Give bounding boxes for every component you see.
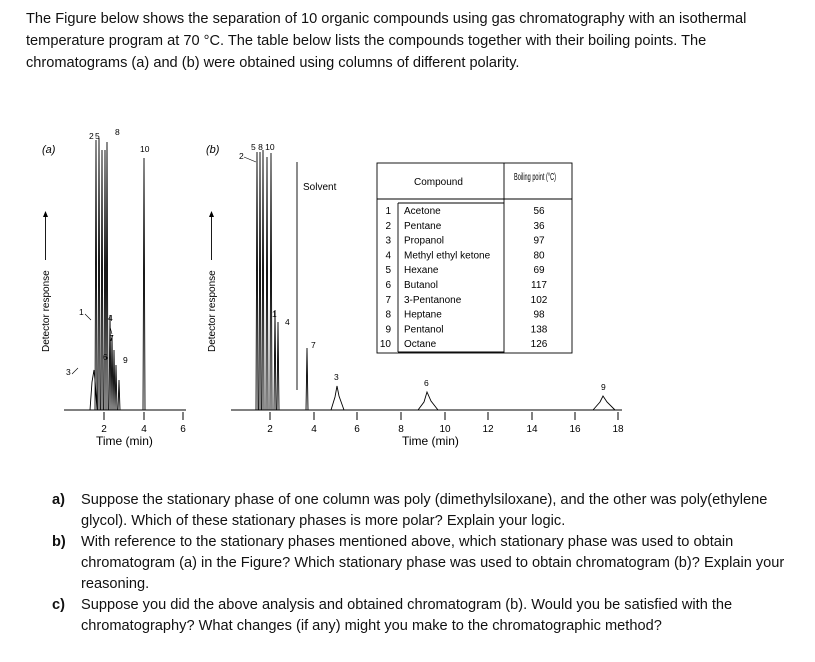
svg-text:Detector response: Detector response (207, 270, 218, 352)
question-list (52, 490, 792, 637)
svg-text:8: 8 (398, 424, 404, 435)
table-rows (380, 206, 548, 350)
svg-text:9: 9 (601, 382, 606, 392)
table-row-boiling-point: 98 (533, 309, 545, 321)
svg-text:7: 7 (109, 333, 114, 343)
table-row-compound: Pentanol (404, 324, 444, 336)
svg-text:Detector response: Detector response (41, 270, 52, 352)
question-b (52, 532, 792, 595)
svg-text:3: 3 (66, 367, 71, 377)
table-row-compound: Butanol (404, 280, 438, 291)
table-row-number: 2 (385, 220, 391, 232)
svg-text:3: 3 (334, 372, 339, 382)
question-label: b) (52, 534, 66, 550)
panel-a-label: (a) (42, 144, 56, 156)
panel-a-ylabel (41, 211, 52, 352)
svg-text:10: 10 (140, 144, 150, 154)
svg-text:6: 6 (424, 378, 429, 388)
svg-text:6: 6 (103, 352, 108, 362)
svg-text:6: 6 (354, 424, 360, 435)
table-row-compound: Propanol (404, 235, 445, 247)
svg-text:1: 1 (79, 307, 84, 317)
svg-text:5 8 10: 5 8 10 (251, 142, 275, 152)
panel-a-ticks (104, 412, 183, 420)
table-row-number: 6 (385, 280, 391, 291)
table-row-compound: 3-Pentanone (404, 294, 462, 306)
table-row-number: 5 (385, 265, 391, 277)
question-text: Suppose you did the above analysis and obtained chromatogram (b). Would you be satisfied with the chromatography? What changes (if any) might you make to the chromatographic method? (81, 597, 733, 634)
svg-text:2: 2 (89, 131, 94, 141)
panel-b-label: (b) (206, 144, 220, 156)
table-row-number: 9 (385, 324, 391, 336)
svg-text:10: 10 (439, 424, 451, 435)
table-row-compound: Octane (404, 339, 437, 351)
table-headers (414, 172, 556, 188)
question-label: a) (52, 492, 65, 508)
svg-text:4: 4 (108, 313, 113, 323)
table-row-boiling-point: 126 (530, 339, 548, 351)
panel-b-ylabel (207, 211, 218, 352)
table-row-boiling-point: 117 (531, 280, 547, 291)
table-row-number: 3 (385, 235, 391, 247)
table-row-compound: Heptane (404, 309, 442, 321)
table-row-boiling-point: 56 (533, 206, 545, 217)
table-row-compound: Methyl ethyl ketone (404, 250, 491, 262)
question-text: Suppose the stationary phase of one column was poly (dimethylsiloxane), and the other was poly(ethylene glycol). Which of these stationary phases is more polar? Explain your logic. (81, 492, 768, 529)
svg-text:5: 5 (95, 131, 100, 141)
svg-text:4: 4 (311, 424, 317, 435)
svg-text:4: 4 (141, 424, 147, 435)
solvent-label: Solvent (303, 182, 337, 193)
table-row-number: 7 (385, 294, 391, 306)
table-row-boiling-point: 102 (530, 294, 548, 306)
svg-text:Boiling point (°C): Boiling point (°C) (514, 172, 556, 183)
table-row-boiling-point: 36 (533, 220, 545, 232)
svg-text:7: 7 (311, 340, 316, 350)
svg-text:6: 6 (180, 424, 186, 435)
table-row-compound: Hexane (404, 265, 439, 277)
panel-a-peaks (90, 138, 145, 410)
panel-a-xlabel: Time (min) (96, 434, 153, 448)
svg-text:4: 4 (285, 317, 290, 327)
question-c (52, 595, 792, 637)
svg-text:2: 2 (239, 151, 244, 161)
table-row-compound: Acetone (404, 206, 441, 217)
question-text: With reference to the stationary phases mentioned above, which stationary phase was used to obtain chromatogram (a) in the Figure? Which stationary phase was used to obtain chromatogram (b)? Explain your reasoning. (81, 534, 785, 592)
table-row-boiling-point: 138 (530, 324, 548, 336)
intro-paragraph: The Figure below shows the separation of 10 organic compounds using gas chromatography with an isothermal temperature program at 70 °C. The table below lists the compounds together with their boiling points. The chromatograms (a) and (b) were obtained using columns of different polarity. (26, 11, 747, 71)
svg-text:2: 2 (101, 424, 107, 435)
svg-text:12: 12 (482, 424, 494, 435)
table-row-boiling-point: 80 (533, 250, 545, 262)
panel-b-xlabel: Time (min) (402, 434, 459, 448)
svg-text:9: 9 (123, 355, 128, 365)
table-row-number: 4 (385, 250, 391, 262)
table-row-boiling-point: 97 (533, 235, 545, 247)
svg-text:18: 18 (612, 424, 624, 435)
svg-text:14: 14 (526, 424, 538, 435)
svg-text:2: 2 (267, 424, 273, 435)
panel-b-ticks (270, 412, 618, 420)
table-row-number: 10 (379, 339, 391, 351)
panel-b-label-leaders (244, 157, 256, 162)
table-row-number: 8 (385, 309, 391, 321)
svg-text:Compound: Compound (414, 177, 463, 188)
question-label: c) (52, 597, 65, 613)
svg-text:16: 16 (569, 424, 581, 435)
svg-text:1: 1 (272, 309, 277, 319)
table-row-number: 1 (385, 206, 391, 217)
table-row-compound: Pentane (404, 220, 442, 232)
table-row-boiling-point: 69 (533, 265, 545, 277)
question-a (52, 490, 792, 532)
svg-text:8: 8 (115, 127, 120, 137)
